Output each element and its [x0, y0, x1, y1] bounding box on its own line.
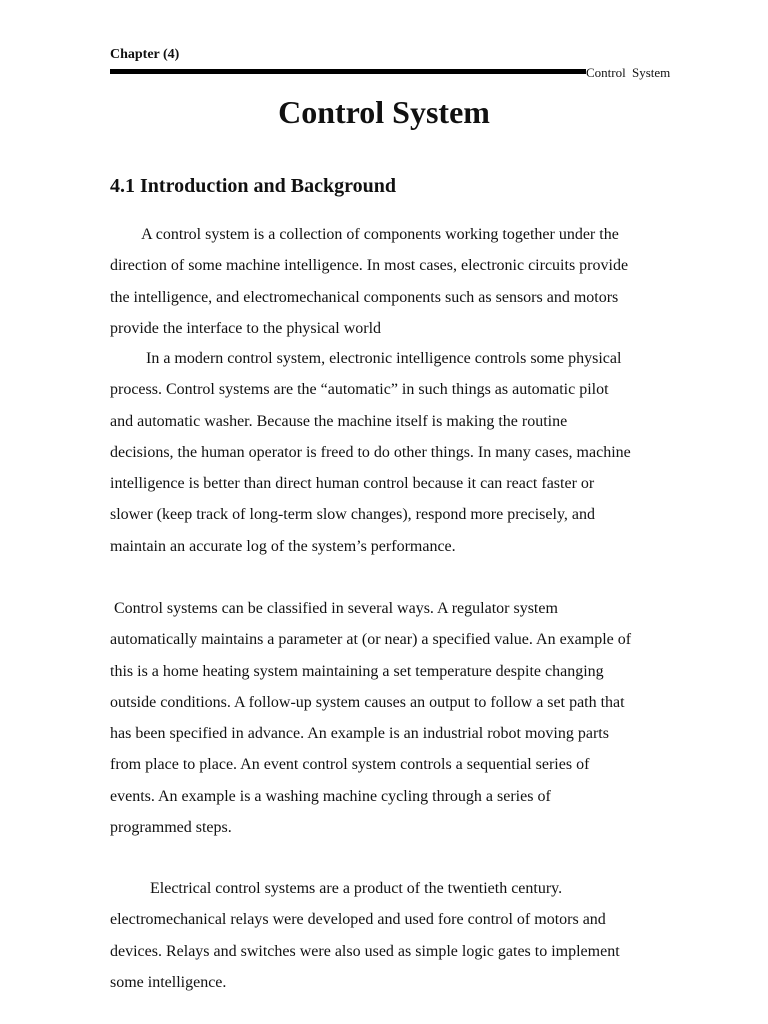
text-line: the intelligence, and electromechanical components such as sensors and motors [110, 288, 619, 306]
text-line: automatically maintains a parameter at (or near) a specified value. An example of [110, 631, 632, 649]
paragraph-modern-control [110, 343, 720, 562]
text-line: slower (keep track of long-term slow changes), respond more precisely, and [110, 506, 596, 524]
paragraph-intro [110, 219, 720, 344]
page-title: Control System [278, 94, 490, 130]
paragraph-electrical-history [110, 873, 720, 998]
text-line: devices. Relays and switches were also used as simple logic gates to implement [110, 942, 620, 960]
text-line: this is a home heating system maintaining a set temperature despite changing [110, 662, 604, 680]
section-heading: 4.1 Introduction and Background [110, 175, 397, 197]
text-line: decisions, the human operator is freed to do other things. In many cases, machine [110, 443, 631, 461]
text-line: from place to place. An event control system controls a sequential series of [110, 756, 590, 774]
text-line: provide the interface to the physical world [110, 319, 382, 337]
text-line: A control system is a collection of components working together under the [110, 226, 619, 243]
text-line: direction of some machine intelligence. In most cases, electronic circuits provide [110, 257, 629, 275]
header-rule [110, 69, 586, 74]
text-line: has been specified in advance. An example is an industrial robot moving parts [110, 725, 609, 743]
text-line: electromechanical relays were developed and used fore control of motors and [110, 911, 606, 929]
text-line: and automatic washer. Because the machine itself is making the routine [110, 412, 568, 430]
text-line: Control systems can be classified in several ways. A regulator system [110, 600, 558, 617]
text-line: process. Control systems are the “automatic” in such things as automatic pilot [110, 381, 609, 399]
text-line: In a modern control system, electronic intelligence controls some physical [110, 350, 622, 367]
text-line: events. An example is a washing machine cycling through a series of [110, 787, 551, 805]
text-line: programmed steps. [110, 819, 232, 837]
text-line: maintain an accurate log of the system’s performance. [110, 537, 456, 555]
chapter-label: Chapter (4) [110, 47, 180, 62]
text-line: intelligence is better than direct human control because it can react faster or [110, 475, 595, 493]
text-line: Electrical control systems are a product of the twentieth century. [110, 880, 563, 897]
text-line: outside conditions. A follow-up system causes an output to follow a set path that [110, 693, 625, 711]
text-line: some intelligence. [110, 973, 227, 991]
running-head: Control System [586, 65, 671, 80]
paragraph-classification [110, 593, 720, 843]
